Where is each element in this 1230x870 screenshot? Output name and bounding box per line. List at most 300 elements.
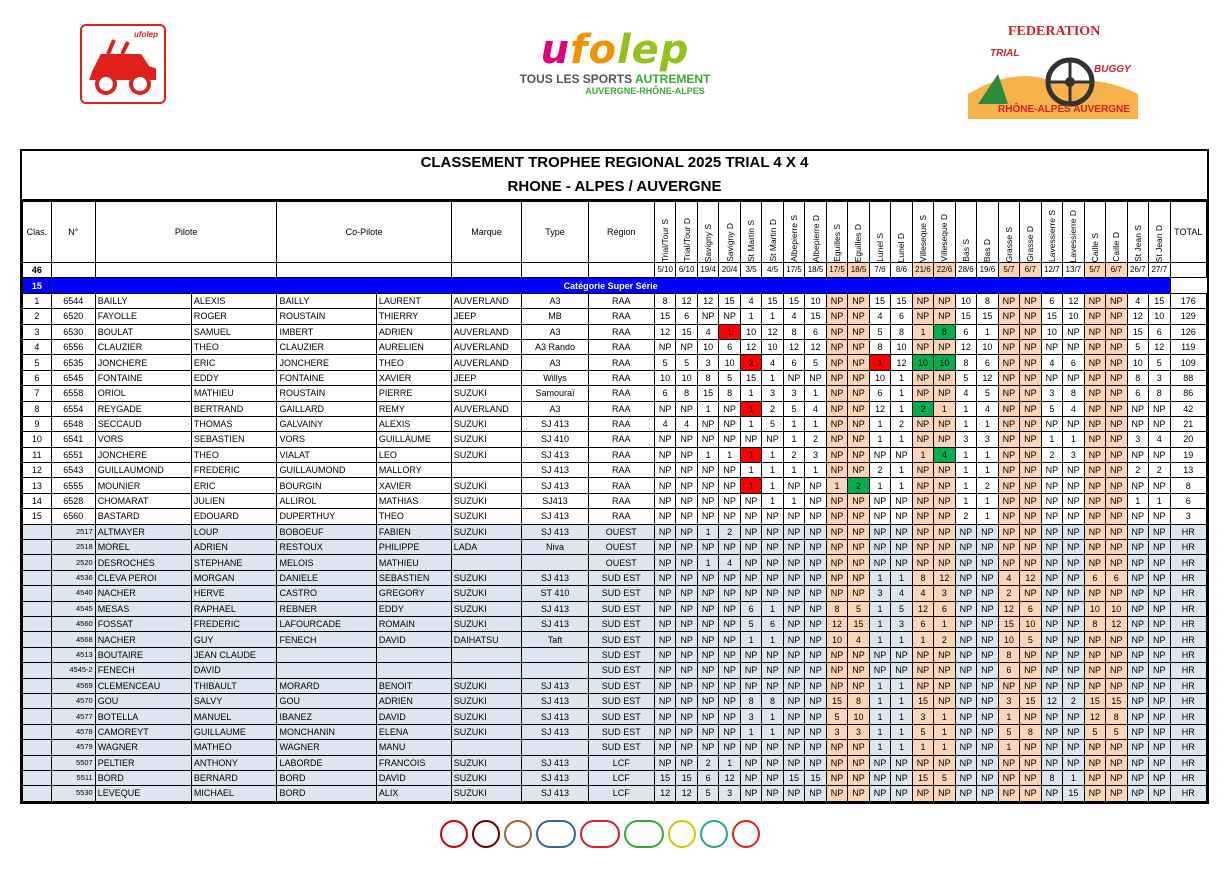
score-cell: NP <box>848 493 869 508</box>
score-cell: 6 <box>762 616 783 631</box>
score-cell: NP <box>783 740 804 755</box>
type-cell: SJ 413 <box>522 616 588 631</box>
score-cell: 1 <box>762 632 783 647</box>
type-cell: A3 Rando <box>522 339 588 354</box>
score-cell: 5 <box>676 355 697 370</box>
type-cell: SJ 413 <box>522 478 588 493</box>
pilot-lastname: GUILLAUMOND <box>95 463 191 478</box>
score-cell: 6 <box>1149 324 1170 339</box>
score-cell: NP <box>1020 447 1041 462</box>
region-cell: LCF <box>588 770 654 785</box>
pilot-lastname: CLAUZIER <box>95 339 191 354</box>
score-cell: 1 <box>762 478 783 493</box>
ranking-table <box>22 201 1207 802</box>
score-cell: 5 <box>955 370 976 385</box>
score-cell: NP <box>955 709 976 724</box>
score-cell: NP <box>1106 478 1127 493</box>
score-cell: NP <box>1106 432 1127 447</box>
type-cell: Willys <box>522 370 588 385</box>
score-cell: 4 <box>934 447 955 462</box>
total-cell: HR <box>1170 740 1206 755</box>
number-cell: 6558 <box>51 386 95 401</box>
score-cell: NP <box>1020 740 1041 755</box>
brand-cell: AUVERLAND <box>451 324 522 339</box>
score-cell: 1 <box>719 447 740 462</box>
score-cell: NP <box>1127 616 1148 631</box>
table-row <box>23 632 1207 647</box>
header-event: St Martin D <box>762 202 783 263</box>
score-cell: NP <box>998 309 1019 324</box>
score-cell: NP <box>826 309 847 324</box>
type-cell: SJ 413 <box>522 693 588 708</box>
score-cell: 10 <box>654 370 675 385</box>
club-logo-icon <box>472 820 500 848</box>
brand-cell: SUZUKI <box>451 524 522 539</box>
score-cell: NP <box>654 509 675 524</box>
score-cell: 10 <box>805 293 826 308</box>
total-cell: HR <box>1170 555 1206 570</box>
copilot-lastname: DANIELE <box>277 570 376 585</box>
score-cell: NP <box>1149 401 1170 416</box>
score-cell: NP <box>1063 570 1084 585</box>
score-cell: NP <box>1127 663 1148 678</box>
score-cell: NP <box>977 616 998 631</box>
score-cell: NP <box>977 663 998 678</box>
table-row <box>23 478 1207 493</box>
total-cell: HR <box>1170 755 1206 770</box>
score-cell: NP <box>977 786 998 801</box>
score-cell: NP <box>1063 493 1084 508</box>
pilot-lastname: CLEMENCEAU <box>95 678 191 693</box>
score-cell: NP <box>869 647 890 662</box>
copilot-lastname: MORARD <box>277 678 376 693</box>
region-cell: SUD EST <box>588 586 654 601</box>
score-cell: NP <box>848 570 869 585</box>
score-cell: NP <box>676 540 697 555</box>
copilot-firstname: FRANCOIS <box>376 755 451 770</box>
total-cell: HR <box>1170 724 1206 739</box>
jeep-logo-icon <box>732 820 760 848</box>
copilot-firstname: ALIX <box>376 786 451 801</box>
score-cell: 6 <box>805 324 826 339</box>
number-cell: 6535 <box>51 355 95 370</box>
score-cell: NP <box>891 524 912 539</box>
table-row <box>23 370 1207 385</box>
copilot-lastname: CASTRO <box>277 586 376 601</box>
score-cell: NP <box>805 509 826 524</box>
total-cell: HR <box>1170 616 1206 631</box>
score-cell: 3 <box>805 447 826 462</box>
score-cell: NP <box>848 663 869 678</box>
type-cell: SJ 413 <box>522 770 588 785</box>
score-cell: 15 <box>676 770 697 785</box>
pilot-firstname: FREDERIC <box>191 616 277 631</box>
score-cell: NP <box>826 755 847 770</box>
score-cell: NP <box>998 339 1019 354</box>
score-cell: 8 <box>869 339 890 354</box>
pilot-firstname: SALVY <box>191 693 277 708</box>
score-cell: 10 <box>1084 601 1105 616</box>
score-cell: 1 <box>955 493 976 508</box>
score-cell: NP <box>1041 678 1062 693</box>
rank-cell: 9 <box>23 416 52 431</box>
score-cell: NP <box>934 524 955 539</box>
region-cell: RAA <box>588 293 654 308</box>
score-cell: NP <box>1127 709 1148 724</box>
brand-cell: SUZUKI <box>451 601 522 616</box>
event-date: 18/5 <box>805 263 826 278</box>
score-cell: NP <box>1063 416 1084 431</box>
score-cell: 1 <box>977 463 998 478</box>
score-cell: NP <box>697 416 718 431</box>
score-cell: NP <box>955 724 976 739</box>
score-cell: 12 <box>676 786 697 801</box>
club-logo-icon <box>504 820 532 848</box>
score-cell: NP <box>1149 524 1170 539</box>
score-cell: 15 <box>654 770 675 785</box>
total-cell: HR <box>1170 770 1206 785</box>
score-cell: 5 <box>654 355 675 370</box>
score-cell: 1 <box>977 324 998 339</box>
score-cell: 1 <box>805 416 826 431</box>
number-cell: 6544 <box>51 293 95 308</box>
score-cell: 8 <box>998 647 1019 662</box>
score-cell: NP <box>1106 755 1127 770</box>
number-cell: 6555 <box>51 478 95 493</box>
score-cell: NP <box>848 586 869 601</box>
region-cell: SUD EST <box>588 693 654 708</box>
region-cell: RAA <box>588 401 654 416</box>
score-cell: NP <box>654 493 675 508</box>
score-cell: NP <box>762 555 783 570</box>
score-cell: NP <box>676 663 697 678</box>
score-cell: 15 <box>955 309 976 324</box>
header-event: St Jean D <box>1149 202 1170 263</box>
score-cell: NP <box>676 647 697 662</box>
score-cell: NP <box>1106 524 1127 539</box>
score-cell: 5 <box>1020 632 1041 647</box>
score-cell: NP <box>762 524 783 539</box>
ufolep-main-logo <box>500 28 730 108</box>
score-cell: 1 <box>762 309 783 324</box>
score-cell: NP <box>826 570 847 585</box>
copilot-lastname: GALVAINY <box>277 416 376 431</box>
score-cell: 10 <box>697 339 718 354</box>
type-cell: A3 <box>522 324 588 339</box>
brand-cell: JEEP <box>451 370 522 385</box>
copilot-lastname: VIALAT <box>277 447 376 462</box>
event-date: 21/6 <box>912 263 933 278</box>
copilot-lastname <box>277 663 376 678</box>
score-cell: NP <box>1020 678 1041 693</box>
score-cell: 15 <box>805 309 826 324</box>
score-cell: NP <box>912 540 933 555</box>
pilot-firstname: GUY <box>191 632 277 647</box>
score-cell: NP <box>1020 555 1041 570</box>
score-cell: NP <box>848 293 869 308</box>
score-cell: NP <box>1106 493 1127 508</box>
pilot-lastname: BOTELLA <box>95 709 191 724</box>
score-cell: NP <box>998 432 1019 447</box>
score-cell: NP <box>783 693 804 708</box>
score-cell: NP <box>697 678 718 693</box>
pilot-lastname: MESAS <box>95 601 191 616</box>
pilot-lastname: MOREL <box>95 540 191 555</box>
copilot-firstname: REMY <box>376 401 451 416</box>
score-cell: NP <box>1127 740 1148 755</box>
score-cell: NP <box>740 678 761 693</box>
score-cell: 1 <box>955 447 976 462</box>
copilot-firstname: MANU <box>376 740 451 755</box>
score-cell: NP <box>1149 616 1170 631</box>
score-cell: NP <box>1020 293 1041 308</box>
score-cell: 6 <box>1127 386 1148 401</box>
score-cell: NP <box>826 324 847 339</box>
score-cell: 5 <box>719 370 740 385</box>
rank-cell: 13 <box>23 478 52 493</box>
total-cell: HR <box>1170 678 1206 693</box>
brand-cell: DAIHATSU <box>451 632 522 647</box>
score-cell: 8 <box>740 693 761 708</box>
score-cell: 1 <box>762 463 783 478</box>
score-cell: NP <box>740 493 761 508</box>
score-cell: 8 <box>1127 370 1148 385</box>
score-cell: 3 <box>1149 370 1170 385</box>
region-cell: SUD EST <box>588 709 654 724</box>
score-cell: NP <box>1041 540 1062 555</box>
score-cell: 1 <box>869 355 890 370</box>
score-cell: NP <box>869 447 890 462</box>
score-cell: 1 <box>719 324 740 339</box>
copilot-lastname: BOURGIN <box>277 478 376 493</box>
score-cell: NP <box>977 755 998 770</box>
copilot-lastname: CLAUZIER <box>277 339 376 354</box>
score-cell: NP <box>676 724 697 739</box>
score-cell: 1 <box>783 416 804 431</box>
score-cell: NP <box>1106 355 1127 370</box>
score-cell: NP <box>783 370 804 385</box>
score-cell: 1 <box>740 401 761 416</box>
copilot-firstname: MALLORY <box>376 463 451 478</box>
score-cell: NP <box>1084 586 1105 601</box>
score-cell: NP <box>826 339 847 354</box>
score-cell: 4 <box>676 416 697 431</box>
score-cell: NP <box>783 663 804 678</box>
score-cell: 10 <box>891 339 912 354</box>
score-cell: NP <box>719 432 740 447</box>
event-date: 6/7 <box>1106 263 1127 278</box>
score-cell: NP <box>1149 478 1170 493</box>
score-cell: NP <box>1127 632 1148 647</box>
score-cell: 5 <box>783 401 804 416</box>
score-cell: NP <box>1149 755 1170 770</box>
header-event: Bas D <box>977 202 998 263</box>
score-cell: NP <box>1041 416 1062 431</box>
score-cell: 2 <box>740 355 761 370</box>
score-cell: 10 <box>848 709 869 724</box>
number-cell: 6530 <box>51 324 95 339</box>
copilot-lastname: WAGNER <box>277 740 376 755</box>
score-cell: NP <box>1020 339 1041 354</box>
score-cell: NP <box>1127 770 1148 785</box>
score-cell: 5 <box>740 616 761 631</box>
pilot-firstname: BERTRAND <box>191 401 277 416</box>
rank-cell <box>23 786 52 801</box>
pilot-lastname: BOULAT <box>95 324 191 339</box>
score-cell: NP <box>1127 601 1148 616</box>
score-cell: NP <box>869 493 890 508</box>
score-cell: NP <box>676 693 697 708</box>
score-cell: NP <box>1149 663 1170 678</box>
score-cell: NP <box>1149 447 1170 462</box>
page-title: CLASSEMENT TROPHEE REGIONAL 2025 TRIAL 4 X 4 <box>420 154 809 171</box>
score-cell: NP <box>1020 401 1041 416</box>
table-row <box>23 663 1207 678</box>
score-cell: NP <box>1020 540 1041 555</box>
pilot-firstname: DAVID <box>191 663 277 678</box>
total-cell: 19 <box>1170 447 1206 462</box>
brand-cell <box>451 663 522 678</box>
header-event: Albepierre S <box>783 202 804 263</box>
pilot-lastname: JONCHERE <box>95 355 191 370</box>
header-event: St Jean S <box>1127 202 1148 263</box>
score-cell: 1 <box>762 709 783 724</box>
score-cell: 1 <box>1063 432 1084 447</box>
pilot-lastname: FONTAINE <box>95 370 191 385</box>
event-date: 4/5 <box>762 263 783 278</box>
copilot-firstname: ELENA <box>376 724 451 739</box>
score-cell: NP <box>1063 509 1084 524</box>
score-cell: 1 <box>740 632 761 647</box>
header-event: Lunel S <box>869 202 890 263</box>
score-cell: NP <box>1127 647 1148 662</box>
score-cell: NP <box>869 770 890 785</box>
copilot-lastname: IMBERT <box>277 324 376 339</box>
score-cell: 3 <box>697 355 718 370</box>
region-cell: RAA <box>588 309 654 324</box>
rank-cell: 8 <box>23 401 52 416</box>
score-cell: NP <box>740 663 761 678</box>
score-cell: 10 <box>1020 616 1041 631</box>
score-cell: NP <box>697 309 718 324</box>
score-cell: NP <box>783 601 804 616</box>
score-cell: 12 <box>1020 570 1041 585</box>
pilot-lastname: CAMOREYT <box>95 724 191 739</box>
score-cell: 12 <box>826 616 847 631</box>
score-cell: NP <box>1084 555 1105 570</box>
score-cell: 1 <box>869 678 890 693</box>
region-cell: SUD EST <box>588 570 654 585</box>
region-cell: SUD EST <box>588 724 654 739</box>
score-cell: NP <box>762 586 783 601</box>
copilot-firstname: ALEXIS <box>376 416 451 431</box>
table-row <box>23 678 1207 693</box>
score-cell: NP <box>891 755 912 770</box>
pilot-lastname: FOSSAT <box>95 616 191 631</box>
table-row <box>23 693 1207 708</box>
score-cell: 1 <box>1063 770 1084 785</box>
score-cell: NP <box>1084 324 1105 339</box>
score-cell: NP <box>676 678 697 693</box>
score-cell: NP <box>891 509 912 524</box>
score-cell: 12 <box>998 601 1019 616</box>
score-cell: NP <box>998 493 1019 508</box>
score-cell: 12 <box>1063 293 1084 308</box>
score-cell: NP <box>1041 509 1062 524</box>
pilot-firstname: LOUP <box>191 524 277 539</box>
score-cell: NP <box>719 678 740 693</box>
score-cell: NP <box>719 632 740 647</box>
score-cell: 5 <box>826 709 847 724</box>
score-cell: NP <box>1084 524 1105 539</box>
score-cell: NP <box>848 386 869 401</box>
number-cell: 2520 <box>51 555 95 570</box>
score-cell: 8 <box>1106 709 1127 724</box>
score-cell: NP <box>912 755 933 770</box>
score-cell: NP <box>912 339 933 354</box>
score-cell: NP <box>740 755 761 770</box>
event-date: 26/7 <box>1127 263 1148 278</box>
score-cell: 4 <box>1063 401 1084 416</box>
rank-cell <box>23 555 52 570</box>
score-cell: NP <box>783 509 804 524</box>
brand-cell: SUZUKI <box>451 678 522 693</box>
score-cell: NP <box>719 463 740 478</box>
copilot-lastname: JONCHERE <box>277 355 376 370</box>
event-date: 6/7 <box>1020 263 1041 278</box>
ufolep-brand: ufolep <box>540 27 690 73</box>
header-marque: Marque <box>451 202 522 263</box>
score-cell: 1 <box>912 632 933 647</box>
score-cell: 12 <box>869 401 890 416</box>
table-row <box>23 540 1207 555</box>
score-cell: 2 <box>1149 463 1170 478</box>
score-cell: NP <box>1020 478 1041 493</box>
score-cell: NP <box>977 555 998 570</box>
score-cell: NP <box>654 524 675 539</box>
table-row <box>23 339 1207 354</box>
score-cell: NP <box>654 663 675 678</box>
score-cell: 1 <box>891 401 912 416</box>
score-cell: NP <box>740 770 761 785</box>
copilot-firstname <box>376 663 451 678</box>
rank-cell <box>23 770 52 785</box>
score-cell: NP <box>676 447 697 462</box>
table-row <box>23 309 1207 324</box>
score-cell: NP <box>1020 755 1041 770</box>
score-cell: NP <box>826 447 847 462</box>
pilot-firstname: EDDY <box>191 370 277 385</box>
score-cell: NP <box>805 647 826 662</box>
type-cell: SJ 413 <box>522 786 588 801</box>
score-cell: 15 <box>805 770 826 785</box>
score-cell: NP <box>697 647 718 662</box>
brand-cell: SUZUKI <box>451 432 522 447</box>
score-cell: NP <box>740 524 761 539</box>
copilot-firstname: GREGORY <box>376 586 451 601</box>
score-cell: 15 <box>762 293 783 308</box>
number-cell: 6560 <box>51 509 95 524</box>
score-cell: 4 <box>654 416 675 431</box>
score-cell: NP <box>697 616 718 631</box>
header-event: Villeseque D <box>934 202 955 263</box>
score-cell: NP <box>1084 540 1105 555</box>
score-cell: NP <box>848 432 869 447</box>
region-cell: RAA <box>588 324 654 339</box>
score-cell: NP <box>955 540 976 555</box>
club-logo-icon <box>668 820 696 848</box>
pilot-firstname: MATHEO <box>191 740 277 755</box>
